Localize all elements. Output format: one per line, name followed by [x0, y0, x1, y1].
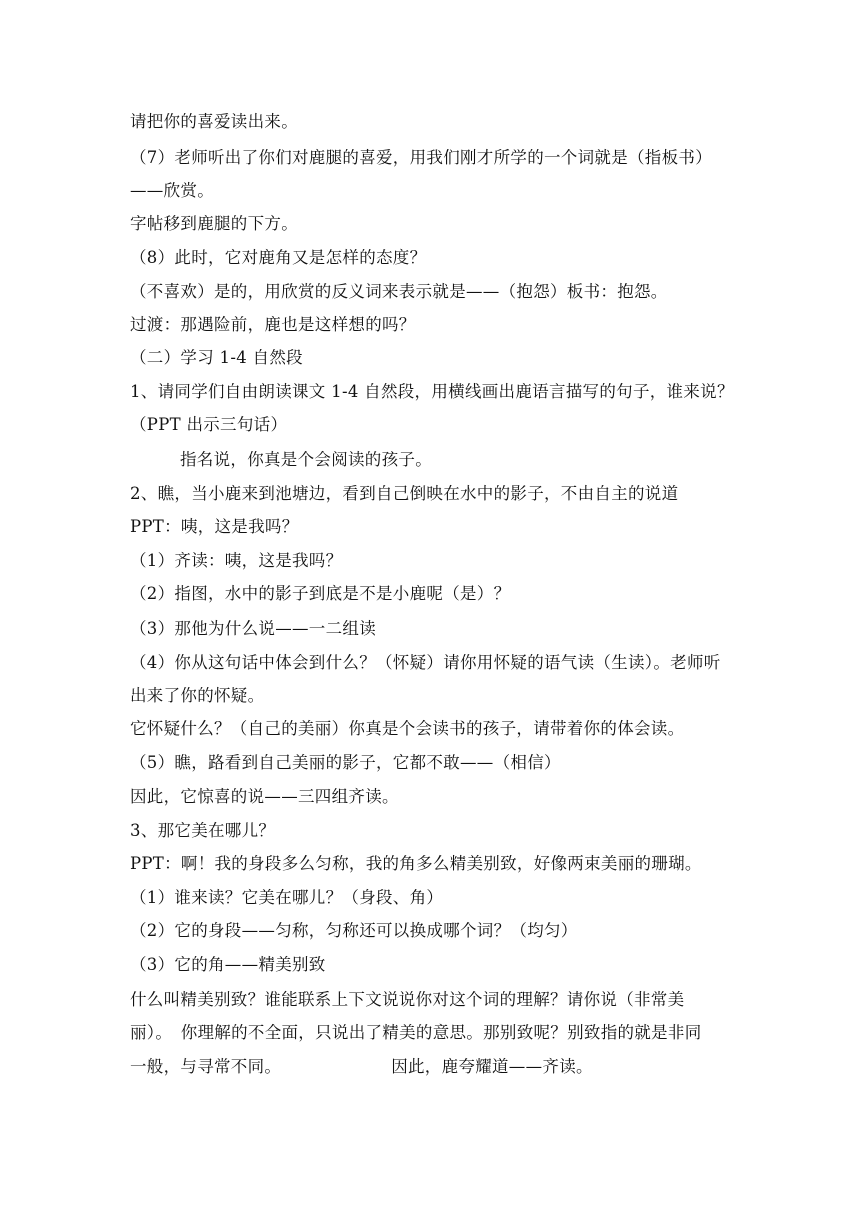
text-line: 3、那它美在哪儿？ [130, 821, 276, 840]
text-line: （3）那他为什么说——一二组读 [130, 619, 376, 638]
text-line: （5）瞧，路看到自己美丽的影子，它都不敢——（相信） [130, 753, 561, 772]
text-segment: 一般，与寻常不同。 [130, 1057, 282, 1076]
text-line: 字帖移到鹿腿的下方。 [130, 214, 298, 233]
text-line: （8）此时，它对鹿角又是怎样的态度？ [130, 248, 427, 267]
text-line: 它怀疑什么？（自己的美丽）你真是个会读书的孩子，请带着你的体会读。 [130, 719, 685, 738]
text-line: （2）它的身段——匀称，匀称还可以换成哪个词？（均匀） [130, 921, 578, 940]
text-line: （4）你从这句话中体会到什么？（怀疑）请你用怀疑的语气读（生读）。老师听 [130, 653, 721, 672]
text-line: 什么叫精美别致？谁能联系上下文说说你对这个词的理解？请你说（非常美 [130, 990, 685, 1009]
text-line: （1）谁来读？它美在哪儿？（身段、角） [130, 888, 444, 907]
text-line [130, 1056, 593, 1078]
text-line: 请把你的喜爱读出来。 [130, 112, 298, 131]
text-line: 因此，它惊喜的说——三四组齐读。 [130, 787, 399, 806]
text-line: （2）指图，水中的影子到底是不是小鹿呢（是）？ [130, 584, 511, 603]
text-line: （PPT 出示三句话） [130, 415, 288, 434]
text-line: PPT：啊！我的身段多么匀称，我的角多么精美别致，好像两束美丽的珊瑚。 [130, 854, 702, 873]
text-line: 2、瞧，当小鹿来到池塘边，看到自己倒映在水中的影子，不由自主的说道 [130, 484, 679, 503]
text-segment: 因此，鹿夸耀道——齐读。 [391, 1057, 593, 1076]
text-line: 丽）。 你理解的不全面，只说出了精美的意思。那别致呢？别致指的就是非同 [130, 1023, 702, 1042]
text-line: 1、请同学们自由朗读课文 1-4 自然段，用横线画出鹿语言描写的句子，谁来说？ [130, 382, 734, 401]
text-line: （1）齐读：咦，这是我吗？ [130, 551, 343, 570]
text-line: （不喜欢）是的，用欣赏的反义词来表示就是——（抱怨）板书：抱怨。 [130, 282, 668, 301]
text-line: （3）它的角——精美别致 [130, 955, 326, 974]
section-heading: （二）学习 1-4 自然段 [130, 348, 303, 367]
text-line: （7）老师听出了你们对鹿腿的喜爱，用我们刚才所学的一个词就是（指板书） [130, 148, 712, 167]
text-line: PPT：咦，这是我吗？ [130, 517, 299, 536]
text-line: 指名说，你真是个会阅读的孩子。 [180, 450, 432, 469]
text-line: 过渡：那遇险前，鹿也是这样想的吗？ [130, 315, 416, 334]
text-line: 出来了你的怀疑。 [130, 686, 265, 705]
text-line: ——欣赏。 [130, 181, 214, 200]
